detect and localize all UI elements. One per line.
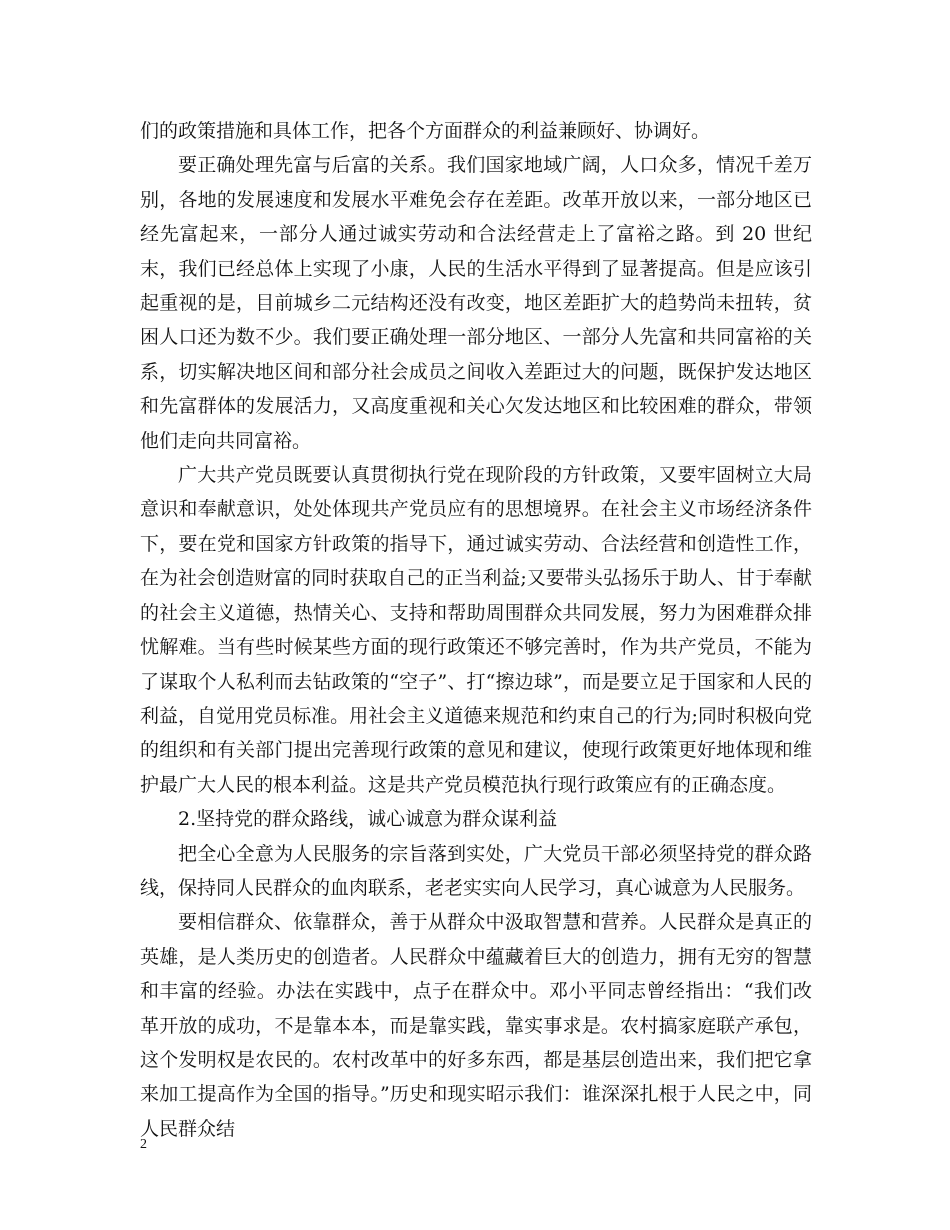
body-text <box>140 114 812 1146</box>
paragraph-mass-line: 把全心全意为人民服务的宗旨落到实处，广大党员干部必须坚持党的群众路线，保持同人民群众的血肉联系，老老实实向人民学习，真心诚意为人民服务。 <box>140 842 812 899</box>
paragraph-continuation: 们的政策措施和具体工作，把各个方面群众的利益兼顾好、协调好。 <box>140 120 711 142</box>
paragraph-wealth-relation: 要正确处理先富与后富的关系。我们国家地域广阔，人口众多，情况千差万别，各地的发展速度和发展水平难免会存在差距。改革开放以来，一部分地区已经先富起来，一部分人通过诚实劳动和合法经营走上了富裕之路。到 20 世纪末，我们已经总体上实现了小康，人民的生活水平得到了显著提高。但是应该引起重视的是，目前城乡二元结构还没有改变，地区差距扩大的趋势尚未扭转，贫困人口还为数不少。我们要正确处理一部分地区、一部分人先富和共同富裕的关系，切实解决地区间和部分社会成员之间收入差距过大的问题，既保护发达地区和先富群体的发展活力，又高度重视和关心欠发达地区和比较困难的群众，带领他们走向共同富裕。 <box>140 154 812 452</box>
paragraph-trust-masses: 要相信群众、依靠群众，善于从群众中汲取智慧和营养。人民群众是真正的英雄，是人类历史的创造者。人民群众中蕴藏着巨大的创造力，拥有无穷的智慧和丰富的经验。办法在实践中，点子在群众中。邓小平同志曾经指出：“我们改革开放的成功，不是靠本本，而是靠实践，靠实事求是。农村搞家庭联产承包，这个发明权是农民的。农村改革中的好多东西，都是基层创造出来，我们把它拿来加工提高作为全国的指导。”历史和现实昭示我们：谁深深扎根于人民之中，同人民群众结 <box>140 911 812 1140</box>
page-number: 2 <box>140 1137 147 1152</box>
paragraph-party-members-policy: 广大共产党员既要认真贯彻执行党在现阶段的方针政策，又要牢固树立大局意识和奉献意识，处处体现共产党员应有的思想境界。在社会主义市场经济条件下，要在党和国家方针政策的指导下，通过诚实劳动、合法经营和创造性工作，在为社会创造财富的同时获取自己的正当利益;又要带头弘扬乐于助人、甘于奉献的社会主义道德，热情关心、支持和帮助周围群众共同发展，努力为困难群众排忧解难。当有些时候某些方面的现行政策还不够完善时，作为共产党员，不能为了谋取个人私利而去钻政策的“空子”、打“擦边球”，而是要立足于国家和人民的利益，自觉用党员标准。用社会主义道德来规范和约束自己的行为;同时积极向党的组织和有关部门提出完善现行政策的意见和建议，使现行政策更好地体现和维护最广大人民的根本利益。这是共产党员模范执行现行政策应有的正确态度。 <box>140 464 812 796</box>
section-heading: 2.坚持党的群众路线，诚心诚意为群众谋利益 <box>178 808 558 831</box>
